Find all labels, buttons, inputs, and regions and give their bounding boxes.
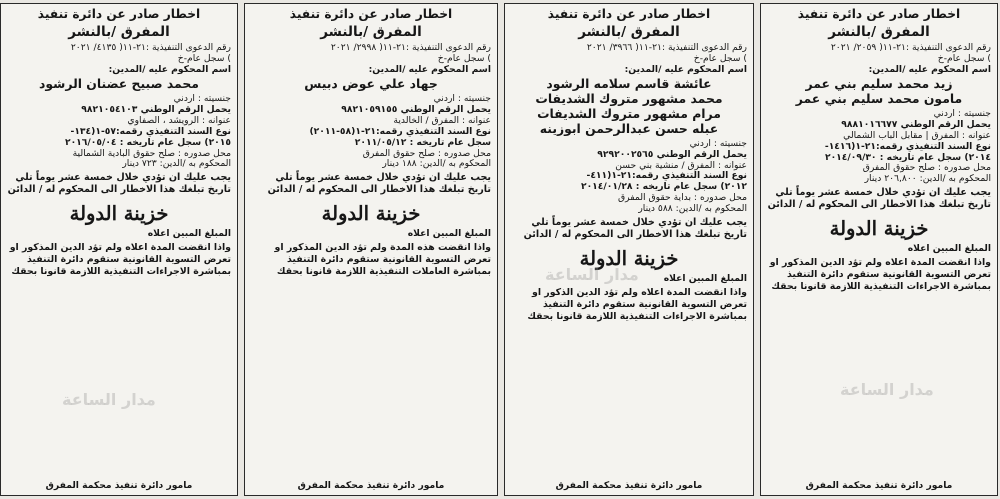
warning-text: يجب عليك ان تؤدي خلال خمسة عشر يوماً تلي تاريخ تبلغك هذا الاخطار الى المحكوم له / الدائن [267, 172, 491, 196]
issuer: محل صدوره : صلح حقوق المفرق [862, 162, 991, 174]
warning-text: يجب عليك ان تؤدي خلال خمسة عشر يوماً تلي تاريخ تبلغك هذا الاخطار الى المحكوم له / الدائن [523, 216, 747, 240]
document-date: ٢٠١٢) سجل عام تاريخه : ٢٠١٤/٠١/٢٨ [580, 181, 747, 193]
watermark: مدار الساعة [545, 265, 639, 284]
debtor-name: محمد مشهور متروك الشديفات [535, 91, 723, 107]
document-type: نوع السند التنفيذي رقمه:٢١-١(٥٨-٢٠١١) [309, 125, 491, 137]
debtor-label: اسم المحكوم عليه /المدين: [368, 63, 491, 75]
record-type: ) سجل عام-خ [693, 52, 747, 64]
judgment-amount: المحكوم به /الدين: ٧٢٣ دينار [122, 158, 231, 170]
creditor-name: خزينة الدولة [321, 202, 421, 226]
record-type: ) سجل عام-خ [437, 52, 491, 64]
record-type: ) سجل عام-خ [177, 52, 231, 64]
notice-subheader: المفرق /بالنشر [828, 23, 930, 40]
warning-text: يجب عليك ان تؤدي خلال خمسة عشر يوماً تلي تاريخ تبلغك هذا الاخطار الى المحكوم له / الدائن [7, 172, 231, 196]
notice-3 [244, 3, 498, 496]
national-id: يحمل الرقم الوطني ٩٨٢١٠٥٤١٠٣ [81, 104, 231, 116]
document-type: نوع السند التنفيذي رقمه:٢١-١(١٤١٦- [824, 140, 991, 152]
address: عنوانه : المفرق / الخالدية [393, 115, 491, 126]
address: عنوانه : الرويشد ، الصفاوي [127, 115, 231, 126]
creditor-name: خزينة الدولة [829, 216, 929, 240]
watermark: مدار الساعة [840, 380, 934, 399]
debtor-label: اسم المحكوم عليه /المدين: [624, 63, 747, 75]
debtor-name: زيد محمد سليم بني عمر [805, 76, 953, 92]
national-id: يحمل الرقم الوطني ٩٨٢١٠٥٩١٥٥ [341, 104, 491, 116]
case-number: رقم الدعوى التنفيذية :٢١-١١( ٢٩٩٨/ ٢٠٢١ [330, 41, 491, 53]
document-type: نوع السند التنفيذي رقمه:٥٧-١(١٣٤- [70, 125, 231, 137]
notice-header: اخطار صادر عن دائرة تنفيذ [289, 7, 453, 21]
amount-label: المبلغ المبين اعلاه [407, 228, 491, 240]
judgment-amount: المحكوم به /الدين: ٢٠٦,٨٠٠ دينار [864, 173, 991, 185]
notice-subheader: المفرق /بالنشر [578, 23, 680, 40]
debtor-names [7, 77, 231, 92]
debtor-names [511, 77, 747, 137]
address: عنوانه : المفرق | مقابل الباب الشمالي [843, 129, 991, 141]
issuer: محل صدوره : صلح حقوق البادية الشمالية [72, 147, 231, 159]
issuer: محل صدوره : صلح حقوق المفرق [362, 147, 491, 159]
notice-header: اخطار صادر عن دائرة تنفيذ [797, 7, 961, 21]
debtor-names [251, 77, 491, 92]
nationality: جنسيته : اردني [689, 137, 747, 149]
signature: مامور دائرة تنفيذ محكمة المفرق [805, 480, 953, 492]
debtor-label: اسم المحكوم عليه /المدين: [108, 63, 231, 75]
nationality: جنسيته : اردني [933, 108, 991, 120]
final-text: واذا انقضت المدة اعلاه ولم تؤد الدين المذكور او تعرض التسوية القانونية ستقوم دائرة التنفيذ بمباشرة الاجراءات التنفيذية اللازمة قانونا بحقك [9, 241, 231, 278]
issuer: محل صدوره : بداية حقوق المفرق [618, 192, 747, 204]
signature: مامور دائرة تنفيذ محكمة المفرق [297, 480, 445, 492]
notice-header: اخطار صادر عن دائرة تنفيذ [37, 7, 201, 21]
creditor-name: خزينة الدولة [69, 202, 169, 226]
notice-2 [504, 3, 754, 496]
final-text: واذا انقضت المدة اعلاه ولم تؤد الدين المذكور او تعرض التسوية القانونية ستقوم دائرة التنفيذ بمباشرة الاجراءات التنفيذية اللازمة قانونا بحقك [769, 256, 991, 293]
amount-label: المبلغ المبين اعلاه [147, 228, 231, 240]
debtor-name: مرام مشهور متروك الشديفات [537, 106, 721, 122]
debtor-name: عائشة قاسم سلامه الرشود [546, 76, 712, 92]
final-text: واذا انقضت المدة اعلاه ولم تؤد الدين الذكور او تعرض التسوية القانونية ستقوم دائرة التنفيذ بمباشرة الاجراءات التنفيذية اللازمة قانونا بحقك [527, 286, 747, 322]
warning-text: يجب عليك ان تؤدي خلال خمسة عشر يوماً تلي تاريخ تبلغك هذا الاخطار الى المحكوم له / الدائن [767, 187, 991, 211]
nationality: جنسيته : اردني [173, 93, 231, 105]
debtor-label: اسم المحكوم عليه /المدين: [868, 63, 991, 75]
debtor-name: مامون محمد سليم بني عمر [795, 91, 963, 107]
debtor-name: جهاد علي عوض دبيس [304, 76, 438, 92]
notice-header: اخطار صادر عن دائرة تنفيذ [547, 7, 711, 21]
debtor-name: عبله حسن عبدالرحمن ابوزينه [539, 121, 719, 137]
amount-label: المبلغ المبين اعلاه [907, 242, 991, 254]
watermark: مدار الساعة [62, 390, 156, 409]
case-number: رقم الدعوى التنفيذية :٢١-١١( ٤١٣٥/ ٢٠٢١ [70, 41, 231, 53]
notice-subheader: المفرق /بالنشر [68, 23, 170, 40]
address: عنوانه : المفرق / منشية بني حسن [615, 159, 747, 171]
signature: مامور دائرة تنفيذ محكمة المفرق [555, 480, 703, 492]
debtor-names [767, 77, 991, 107]
creditor-name: خزينة الدولة [579, 246, 679, 270]
national-id: يحمل الرقم الوطني ٩٨٨١٠١٦٦٧٧ [841, 119, 991, 131]
debtor-name: محمد صبيح عضنان الرشود [39, 76, 199, 92]
national-id: يحمل الرقم الوطني ٩٢٩٢٠٠٢٥٦٥ [597, 148, 747, 160]
amount-label: المبلغ المبين اعلاه [663, 272, 747, 284]
record-type: ) سجل عام-خ [937, 52, 991, 64]
final-text: واذا انقضت هذه المدة ولم تؤد الدين المذكور او تعرض التسوية القانونية ستقوم دائرة التنفيذ بمباشرة العاملات التنفيذية اللازمة قانونا بحقك [274, 241, 491, 278]
case-number: رقم الدعوى التنفيذية :٢١-١١( ٢٠٥٩/ ٢٠٢١ [830, 41, 991, 53]
notice-1 [760, 3, 998, 496]
judgment-amount: المحكوم به /الدين: ٥٨٨ دينار [638, 203, 747, 215]
judgment-amount: المحكوم به /الدين: ١٨٨ دينار [382, 158, 491, 170]
document-date: سجل عام تاريخه : ٢٠١١/٠٥/١٢ [354, 136, 491, 148]
document-type: نوع السند التنفيذي رقمه:٢١-١(٤١١- [586, 170, 747, 182]
document-date: ٢٠١٥) سجل عام تاريخه : ٢٠١٦/٠٥/٠٤ [64, 136, 231, 148]
document-date: ٢٠١٤) سجل عام تاريخه : ٢٠١٤/٠٩/٣٠ [824, 151, 991, 163]
case-number: رقم الدعوى التنفيذية :٢١-١١( ٣٩٦٦/ ٢٠٢١ [586, 41, 747, 53]
notice-4 [0, 3, 238, 496]
notice-subheader: المفرق /بالنشر [320, 23, 422, 40]
signature: مامور دائرة تنفيذ محكمة المفرق [45, 480, 193, 492]
nationality: جنسيته : اردني [433, 93, 491, 105]
